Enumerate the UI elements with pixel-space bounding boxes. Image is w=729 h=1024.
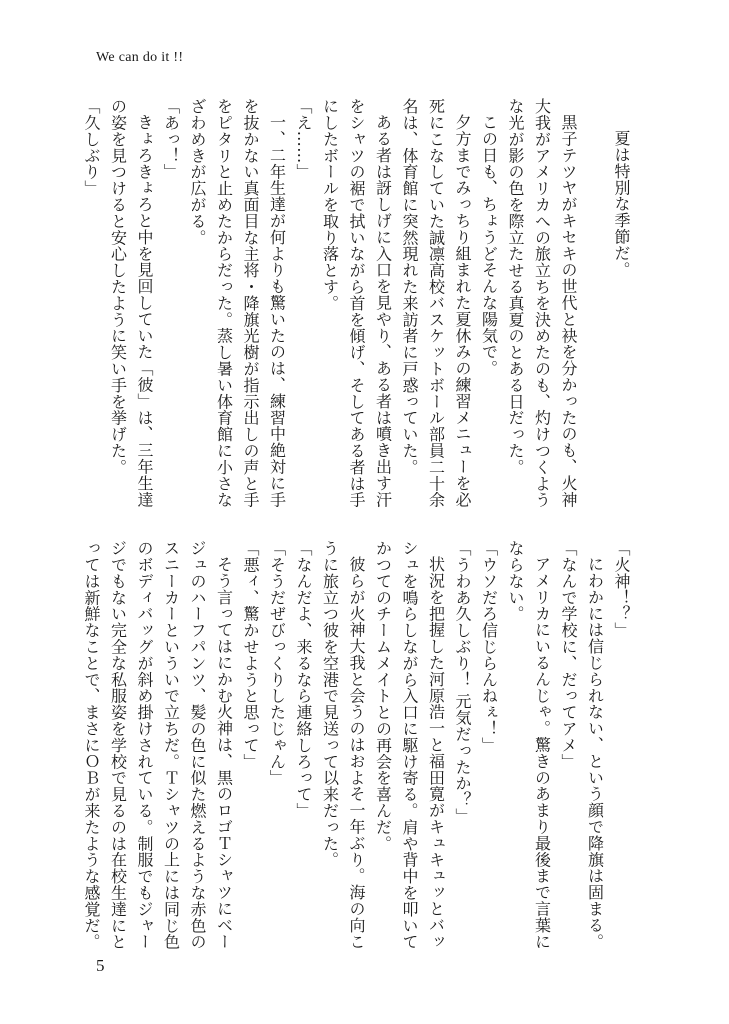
text-line: 「え……」 <box>294 98 313 180</box>
text-line: 「久しぶり」 <box>82 98 101 197</box>
text-line: ある者は訝しげに入口を見やり、ある者は噴き出す汗 <box>373 114 393 508</box>
text-line: 「ウソだろ信じらんねぇ！」 <box>479 540 499 754</box>
text-line: 「火神！？」 <box>612 540 631 639</box>
text-line: をシャツの裾で拭いながら首を傾げ、そしてある者は手 <box>347 98 366 508</box>
text-line: 黒子テツヤがキセキの世代と袂を分かったのも、火神 <box>559 114 578 508</box>
text-line: 「あっ！」 <box>161 98 181 180</box>
text-line: シュを鳴らしながら入口に駆け寄る。肩や背中を叩いて <box>400 540 419 950</box>
text-line: ざわめきが広がる。 <box>188 98 207 246</box>
text-line: な光が影の色を際立たせる真夏のとある日だった。 <box>506 98 525 476</box>
text-line: 一、二年生達が何よりも驚いたのは、練習中絶対に手 <box>267 114 287 508</box>
text-line: きょろきょろと中を見回していた「彼」は、三年生達 <box>135 114 154 508</box>
text-line <box>581 98 608 480</box>
text-line: そう言ってはにかむ火神は、黒のロゴＴシャツにベー <box>214 556 234 950</box>
text-line: この日も、ちょうどそんな陽気で。 <box>479 114 499 377</box>
text-line: 「そうだぜびっくりしたじゃん」 <box>267 540 287 786</box>
text-line: ならない。 <box>506 540 525 622</box>
text-line: を抜かない真面目な主将・降旗光樹が指示出しの声と手 <box>241 98 260 508</box>
text-line: ジでもない完全な私服姿を学校で見るのは在校生達にと <box>108 540 128 950</box>
text-line: アメリカにいるんじゃ。驚きのあまり最後まで言葉に <box>532 556 552 950</box>
text-line: 名は、体育館に突然現れた来訪者に戸惑っていた。 <box>400 98 419 476</box>
text-line: かつてのチームメイトとの再会を喜んだ。 <box>373 540 393 852</box>
upper-text-block <box>82 98 634 508</box>
text-line: 大我がアメリカへの旅立ちを決めたのも、灼けつくよう <box>532 98 552 508</box>
running-header: We can do it !! <box>96 50 184 65</box>
text-line: 「悪ィ、驚かせようと思って」 <box>241 540 260 770</box>
text-line: うに旅立つ彼を空港で見送って以来だった。 <box>320 540 340 868</box>
text-line: 彼らが火神大我と会うのはおよそ一年ぶり。海の向こ <box>347 556 366 950</box>
text-line: 「うわあ久しぶり！ 元気だったか？」 <box>453 540 472 825</box>
text-line: の姿を見つけると安心したように笑い手を挙げた。 <box>108 98 128 476</box>
text-line: 「なんだよ、来るなら連絡しろって」 <box>294 540 313 819</box>
text-line: のボディバッグが斜め掛けされている。制服でもジャー <box>135 540 154 950</box>
text-line: 夕方までみっちり組まれた夏休みの練習メニューを必 <box>453 114 472 508</box>
text-line: スニーカーといういで立ちだ。Ｔシャツの上には同じ色 <box>161 540 181 950</box>
text-line: 死にこなしていた誠凛高校バスケットボール部員二十余 <box>426 98 446 508</box>
text-line: ジュのハーフパンツ、髪の色に似た燃えるような赤色の <box>188 540 207 950</box>
lower-text-block <box>82 540 634 950</box>
page-number: 5 <box>96 956 105 975</box>
text-line: っては新鮮なことで、まさにＯＢが来たような感覚だ。 <box>82 540 101 950</box>
text-line: をピタリと止めたからだった。蒸し暑い体育館に小さな <box>214 98 234 508</box>
text-line: 「なんで学校に、だってアメ」 <box>559 540 578 770</box>
text-line: 夏は特別な季節だ。 <box>612 130 631 278</box>
text-line: にしたボールを取り落とす。 <box>320 98 340 312</box>
text-line: にわかには信じられない、という顔で降旗は固まる。 <box>585 556 605 950</box>
text-line: 状況を把握した河原浩一と福田寛がキュキュッとバッ <box>426 556 446 950</box>
